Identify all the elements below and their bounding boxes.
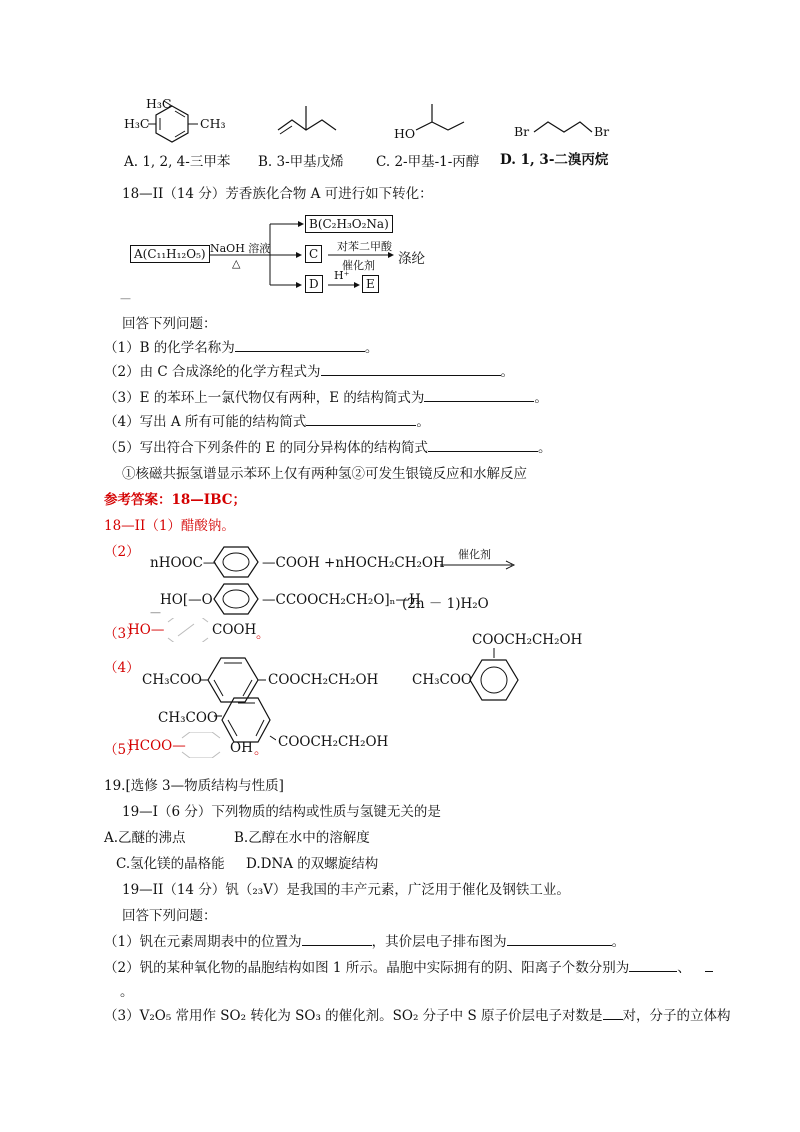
question-2: （2）由 C 合成涤纶的化学方程式为 。 (104, 360, 514, 380)
delta-label: △ (232, 257, 241, 270)
benzene-ring-icon (464, 646, 528, 710)
question-5: （5）写出符合下列条件的 E 的同分异构体的结构简式 。 (104, 436, 552, 456)
acid-label: H⁺ (334, 269, 350, 282)
q19i-title: 19—I（6 分）下列物质的结构或性质与氢键无关的是 (122, 804, 441, 820)
answer-5-hcoo: HCOO— (128, 738, 186, 754)
answer-blank[interactable] (306, 411, 416, 426)
structure-1-left: CH₃COO (142, 672, 202, 688)
question-3: （3）E 的苯环上一氯代物仅有两种，E 的结构简式为 。 (104, 386, 548, 406)
stray-dash-2: — (150, 606, 161, 619)
q19i-option-c: C.氢化镁的晶格能 (116, 856, 225, 872)
option-a: A. 1, 2, 4-三甲苯 (124, 154, 231, 170)
ho-label: HO (394, 126, 416, 141)
q19i-option-d: D.DNA 的双螺旋结构 (246, 856, 379, 872)
q19-question-1: （1）钒在元素周期表中的位置为 ，其价层电子排布图为 。 (104, 930, 625, 950)
structure-3-left: CH₃COO (158, 710, 218, 726)
br-left-label: Br (514, 124, 530, 139)
structure-3-right: COOCH₂CH₂OH (278, 734, 389, 750)
structure-d-dibromopropane (530, 110, 600, 140)
answer-blank[interactable] (705, 957, 713, 972)
ch3-right-label: CH₃ (200, 116, 226, 131)
benzene-ring-icon (212, 582, 260, 616)
structure-2-top: COOCH₂CH₂OH (472, 632, 583, 648)
eq-catalyst: 催化剂 (458, 548, 491, 561)
structure-1-right: COOCH₂CH₂OH (268, 672, 379, 688)
q19i-option-b: B.乙醇在水中的溶解度 (234, 830, 370, 846)
benzene-ring-icon (212, 545, 260, 579)
compound-e-box: E (362, 275, 379, 293)
answer-3-label: （3） (104, 626, 140, 642)
compound-b-box: B(C₂H₃O₂Na) (305, 215, 393, 233)
question-1: （1）B 的化学名称为 。 (104, 336, 378, 356)
answer-4-label: （4） (104, 660, 140, 676)
naoh-label: NaOH 溶液 (210, 242, 271, 255)
br-right-label: Br (594, 124, 610, 139)
answer-5-label: （5） (104, 742, 140, 758)
compound-a-box: A(C₁₁H₁₂O₅) (130, 245, 210, 263)
question-4: （4）写出 A 所有可能的结构简式 。 (104, 410, 430, 430)
option-b: B. 3-甲基戊烯 (258, 154, 344, 170)
answer-1: 18—II（1）醋酸钠。 (104, 518, 235, 534)
reaction-arrow-icon (440, 560, 520, 570)
product-dacron: 涤纶 (398, 251, 425, 267)
stray-dash: — (120, 292, 131, 305)
answer-5-oh: OH (230, 740, 253, 756)
answer-header: 参考答案：18—IBC； (104, 492, 247, 508)
q19-header: 19.[选修 3—物质结构与性质] (104, 778, 284, 794)
h3c-top-label: H₃C (146, 96, 172, 111)
structure-b-methylpentene (272, 100, 352, 145)
option-c: C. 2-甲基-1-丙醇 (376, 154, 480, 170)
answer-blank[interactable] (629, 957, 677, 972)
answer-3-ho: HO— (128, 622, 165, 638)
q19ii-prompt: 回答下列问题： (122, 908, 217, 924)
answer-blank[interactable] (302, 931, 372, 946)
benzene-ring-icon (164, 618, 212, 642)
compound-c-box: C (305, 245, 322, 263)
q19-question-3: （3）V₂O₅ 常用作 SO₂ 转化为 SO₃ 的催化剂。SO₂ 分子中 S 原子价层电子对数是 对，分子的立体构 (104, 1004, 731, 1024)
answer-blank[interactable] (424, 387, 534, 402)
reagent-bottom: 催化剂 (342, 259, 375, 272)
answer-3-cooh: COOH (212, 622, 257, 638)
structure-c-methylpropanol (410, 98, 470, 143)
answer-blank[interactable] (507, 931, 612, 946)
answer-3-end: 。 (256, 626, 270, 642)
q19i-option-a: A.乙醚的沸点 (104, 830, 186, 846)
q19-question-2: （2）钒的某种氧化物的晶胞结构如图 1 所示。晶胞中实际拥有的阴、阳离子个数分别为 、 (104, 956, 713, 976)
q18ii-title: 18—II（14 分）芳香族化合物 A 可进行如下转化： (122, 186, 433, 202)
answer-blank[interactable] (603, 1005, 623, 1020)
h3c-left-label: H₃C (124, 116, 150, 131)
poly-left: HO[—O (160, 592, 213, 608)
answer-blank[interactable] (321, 361, 501, 376)
benzene-ring-icon (178, 732, 226, 758)
eq-mid: —COOH +nHOCH₂CH₂OH (262, 555, 445, 571)
question-5-condition: ①核磁共振氢谱显示苯环上仅有两种氢②可发生银镜反应和水解反应 (122, 466, 527, 482)
structure-2-left: CH₃COO (412, 672, 472, 688)
reagent-top: 对苯二甲酸 (337, 240, 392, 253)
answer-5-end: 。 (254, 742, 268, 758)
compound-d-box: D (305, 275, 323, 293)
option-d: D. 1, 3-二溴丙烷 (500, 152, 609, 168)
poly-right: —CCOOCH₂CH₂O]ₙ—H (262, 592, 421, 608)
poly-water: (2n － 1)H₂O (402, 596, 489, 612)
answer-blank[interactable] (235, 337, 365, 352)
eq-left: nHOOC— (150, 555, 217, 571)
answer-2-label: （2） (104, 544, 140, 560)
q19ii-title: 19—II（14 分）钒（₂₃V）是我国的丰产元素，广泛用于催化及钢铁工业。 (122, 882, 570, 898)
answer-blank[interactable] (428, 437, 538, 452)
q19-question-2-end: 。 (120, 984, 134, 1000)
q18ii-prompt: 回答下列问题： (122, 316, 217, 332)
